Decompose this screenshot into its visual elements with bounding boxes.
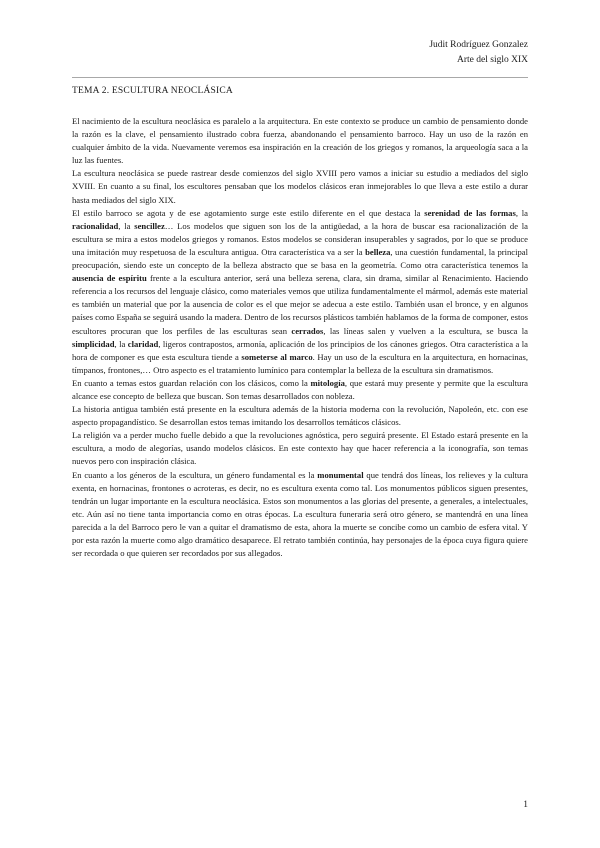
text-run: … Los modelos que siguen son los de la antigüedad, a la hora de buscar esa racionalización de la escultura se mira a estos modelos griegos y romanos. Estos modelos se consideran insuperables y sagrados, por lo que se produce una imitación muy respetuosa de la escultura antigua. Otra característica va a ser la: [72, 220, 528, 257]
page-number: 1: [523, 800, 528, 810]
text-run: La historia antigua también está presente en la escultura además de la historia moderna con la revolución, Napoleón, etc. con ese aspecto propagandístico. Se desarrollan estos temas imitando los desarrollos temáticos clásicos.: [72, 404, 528, 428]
document-body: [72, 115, 528, 560]
text-run: , la: [114, 338, 128, 349]
paragraph-themes: [72, 377, 528, 403]
header-divider: [72, 77, 528, 78]
bold-term: racionalidad: [72, 220, 119, 231]
paragraph-history: [72, 403, 528, 429]
text-run: El nacimiento de la escultura neoclásica es paralelo a la arquitectura. En este contexto se produce un cambio de pensamiento donde la razón es la clave, el pensamiento ilustrado cobra fuerza, abandonando el pensamiento barroco. Hay un uso de la razón en cualquier ámbito de la vida. Nuevamente veremos esa inspiración en la creación de los griegos y romanos, la arqueología saca a la luz las fuentes.: [72, 116, 528, 166]
text-run: , que estará muy presente y permite que la escultura alcance ese concepto de belleza que buscan. Son temas desarrollados con nobleza.: [72, 377, 528, 401]
header-subject: Arte del siglo XIX: [457, 55, 528, 65]
text-run: , la: [118, 220, 135, 231]
paragraph-genres: [72, 469, 528, 561]
bold-term: claridad: [127, 338, 159, 349]
header-author: Judit Rodríguez Gonzalez: [429, 40, 528, 50]
document-title: TEMA 2. ESCULTURA NEOCLÁSICA: [72, 86, 233, 96]
bold-term: ausencia de espíritu: [72, 273, 147, 284]
text-run: En cuanto a los géneros de la escultura, un género fundamental es la: [72, 469, 318, 480]
text-run: frente a la escultura anterior, será una belleza serena, clara, sin drama, similar al Renacimiento. Haciendo referencia a los recursos del lenguaje clásico, como materiales vemos que utiliza fundamentalmente el mármol, además este material es también un material que por la ausencia de color es el que mejor se adecua a este estilo. También usan el bronce, y en algunos países como España se seguirá usando la madera. Dentro de los recursos plásticos también hablamos de la forma de componer, estos escultores procuran que los perfiles de las esculturas sean: [72, 273, 528, 336]
paragraph-characteristics: [72, 207, 528, 377]
bold-term: sencillez: [134, 220, 165, 231]
page-header: [429, 38, 528, 68]
paragraph-intro: [72, 115, 528, 167]
text-run: La religión va a perder mucho fuelle debido a que la revoluciones agnóstica, pero seguirá presente. El Estado estará presente en la escultura, a modo de alegorías, usando modelos clásicos. En este contexto hay que hacer referencia a la iconografía, son temas nuevos pero con inspiración clásica.: [72, 430, 528, 467]
text-run: La escultura neoclásica se puede rastrear desde comienzos del siglo XVIII pero vamos a iniciar su estudio a mediados del siglo XVIII. En cuanto a su final, los escultores pensaban que los modelos clásicos eran inmejorables lo que lleva a este estilo a durar hasta mediados del siglo XIX.: [72, 168, 528, 205]
text-run: En cuanto a temas estos guardan relación con los clásicos, como la: [72, 377, 311, 388]
text-run: que tendrá dos líneas, los relieves y la cultura exenta, en hornacinas, frontones o acroteras, es decir, no es escultura exenta como tal. Los monumentos públicos siguen presentes, tendrán un lugar importante en la escultura neoclásica. Estos son monumentos a las glorias del presente, a generales, a intelectuales, etc. Aún así no tiene tanta importancia como en otras épocas. La escultura funeraria será otro género, se mantendrá en una línea parecida a la del Barroco pero le van a quitar el dramatismo de esta, ahora la muerte se concibe como un cambio de esfera vital. Y por esta razón la muerte como algo dramático desaparece. El retrato también continúa, hay personajes de la época cuya figura quiere ser recordada o que quieren ser recordados por sus allegados.: [72, 469, 528, 559]
bold-term: mitología: [310, 377, 345, 388]
text-run: , una cuestión fundamental, la principal preocupación, siendo este un concepto de la belleza abstracto que se basa en la geometría. Como otra característica tenemos la: [72, 246, 528, 271]
bold-term: someterse al marco: [241, 351, 313, 362]
text-run: , la: [515, 207, 528, 218]
text-run: , las líneas salen y vuelven a la escultura, se busca la: [323, 325, 528, 336]
bold-term: belleza: [365, 246, 391, 257]
text-run: . Hay un uso de la escultura en la arquitectura, en hornacinas, tímpanos, frontones,… Otro aspecto es el tratamiento lumínico para contemplar la belleza de la escultura sin dramatismos.: [72, 351, 528, 375]
paragraph-religion: [72, 429, 528, 468]
text-run: , ligeros contrapostos, armonía, aplicación de los principios de los cánones griegos. Otra característica a la hora de componer es que esta escultura tiende a: [72, 338, 528, 362]
bold-term: simplicidad: [72, 338, 115, 349]
paragraph-chronology: [72, 167, 528, 206]
bold-term: monumental: [317, 469, 364, 480]
bold-term: serenidad de las formas: [424, 207, 516, 218]
text-run: El estilo barroco se agota y de ese agotamiento surge este estilo diferente en el que destaca la: [72, 207, 425, 218]
bold-term: cerrados: [291, 325, 324, 336]
